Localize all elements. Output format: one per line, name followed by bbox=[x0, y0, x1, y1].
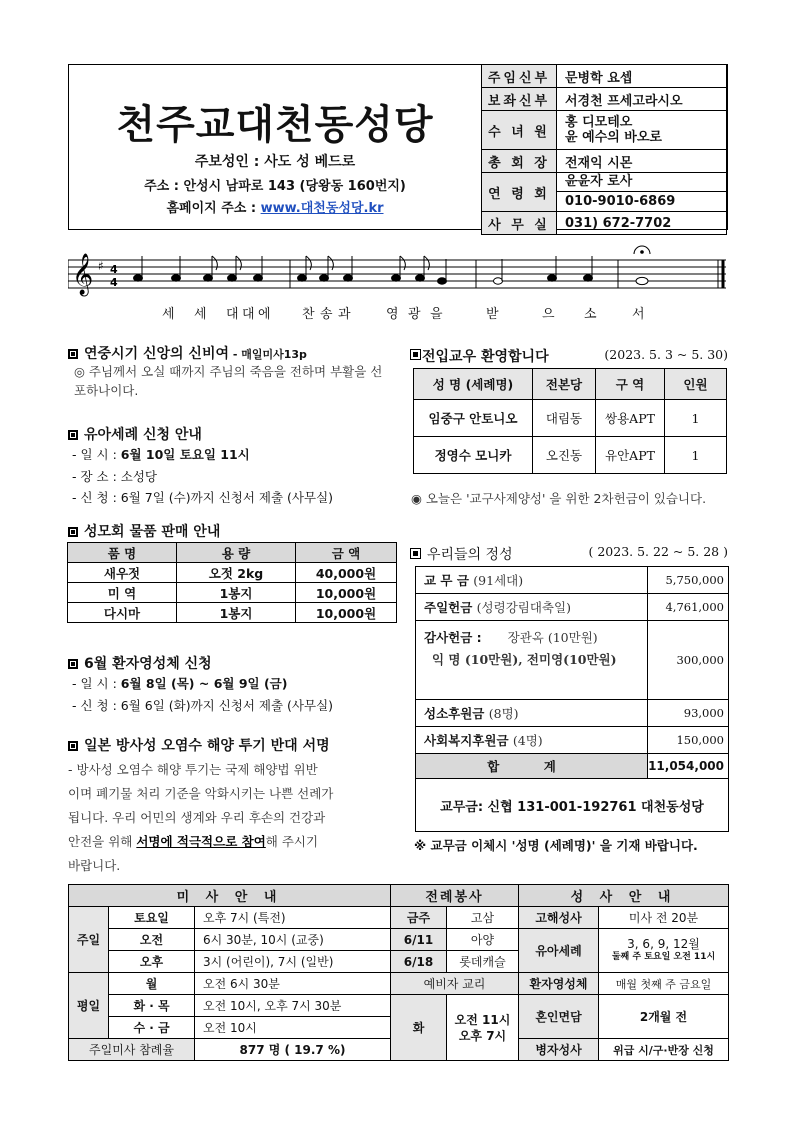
square-bullet-icon bbox=[410, 349, 421, 360]
funeral-phone: 010-9010-6869 bbox=[565, 194, 676, 209]
serve-title: 전례봉사 bbox=[391, 885, 519, 907]
second-collection-notice: ◉ 오늘은 '교구사제양성' 을 위한 2차헌금이 있습니다. bbox=[411, 491, 707, 506]
transfer-title: 전입교우 환영합니다 bbox=[422, 349, 549, 365]
petition-title: 일본 방사성 오염수 해양 투기 반대 서명 bbox=[84, 738, 330, 754]
table-row: 다시마 1봉지 10,000원 bbox=[68, 603, 397, 623]
sick-apply: - 신 청 : 6월 6일 (화)까지 신청서 제출 (사무실) bbox=[72, 698, 334, 713]
staff-name: 서경천 프세고라시오 bbox=[557, 88, 727, 111]
square-bullet-icon bbox=[68, 659, 78, 669]
svg-text:♯: ♯ bbox=[98, 259, 104, 273]
goods-title: 성모회 물품 판매 안내 bbox=[84, 524, 221, 540]
baptism-date bbox=[72, 445, 250, 463]
petition-heading bbox=[68, 735, 330, 755]
account-row: 교무금: 신협 131-001-192761 대천동성당 bbox=[416, 779, 729, 832]
catechumen-title: 예비자 교리 bbox=[391, 973, 519, 995]
lyric-syllable: 세 bbox=[162, 307, 175, 322]
goods-header: 품 명 bbox=[68, 543, 177, 563]
music-score bbox=[68, 240, 728, 320]
header-box bbox=[68, 64, 728, 233]
baptism-title: 유아세례 신청 안내 bbox=[84, 427, 202, 443]
sunday-label: 주일 bbox=[69, 907, 109, 973]
offering-heading bbox=[410, 544, 728, 564]
mystery-title: 연중시기 신앙의 신비여 bbox=[84, 346, 229, 362]
baptism-place: - 장 소 : 소성당 bbox=[72, 469, 157, 484]
sister-2: 윤 예수의 바오로 bbox=[565, 130, 662, 145]
lyric-syllable: 받 bbox=[486, 307, 499, 322]
mystery-heading bbox=[68, 343, 307, 363]
square-bullet-icon bbox=[68, 741, 78, 751]
transfer-heading bbox=[410, 346, 728, 366]
svg-text:4: 4 bbox=[110, 276, 118, 289]
notes bbox=[134, 246, 651, 285]
mystery-text: ◎ 주님께서 오실 때까지 주님의 죽음을 전하며 부활을 선포하나이다. bbox=[74, 364, 383, 398]
table-row: 새우젓 오젓 2kg 40,000원 bbox=[68, 563, 397, 583]
table-row: 성소후원금 (8명) 93,000 bbox=[416, 700, 729, 727]
offering-title: 우리들의 정성 bbox=[427, 547, 513, 563]
staff-name bbox=[557, 173, 727, 212]
lyric-syllable: 대 bbox=[226, 307, 239, 322]
treble-clef-icon: 𝄞 bbox=[72, 254, 94, 295]
sick-date-value: 6월 8일 (목) ~ 6월 9일 (금) bbox=[120, 676, 288, 691]
sick-heading bbox=[68, 653, 212, 673]
sacrament-title: 성 사 안 내 bbox=[519, 885, 729, 907]
baptism-heading bbox=[68, 424, 202, 444]
staff-role: 보좌신부 bbox=[482, 88, 557, 111]
lyric-syllable: 과 bbox=[338, 307, 351, 322]
staff-name: 031) 672-7702 bbox=[557, 212, 727, 235]
homepage-link[interactable]: www.대천동성당.kr bbox=[260, 201, 384, 216]
table-row: 임중구 안토니오 대림동 쌍용APT 1 bbox=[414, 400, 727, 437]
attendance-value: 877 명 ( 19.7 %) bbox=[195, 1039, 391, 1061]
parish-title: 천주교대천동성당 bbox=[116, 102, 434, 148]
schedule-table: 미 사 안 내 전례봉사 성 사 안 내 주일 토요일 오후 7시 (특전) 금주 고삼 고해성사 미사 전 20분 오전 6시 30분, 10시 (교중) 6/11 아양 유아세례 3, 6, 9, 12월 둘째 주 토요일 오전 11시 오후 3시 (어린이), 7시 (일반) 6/18 롯데캐슬 평일 월 오전 6시 30분 예비자 교리 환자영성체 매월 첫째 주 금요일 화 · 목 오전 10시, 오후 7시 30분 화 오전 11시 오후 7시 혼인면담 2개월 전 수 · 금 오전 10시 주일미사 참례율 877 명 ( 19.7 %) 병자성사 위급 시/구·반장 신청 bbox=[68, 884, 729, 1061]
staff-role: 총 회 장 bbox=[482, 150, 557, 173]
table-row: 정영수 모니카 오진동 유안APT 1 bbox=[414, 437, 727, 474]
transfer-note: ※ 교무금 이체시 '성명 (세례명)' 을 기재 바랍니다. bbox=[414, 838, 698, 853]
square-bullet-icon bbox=[68, 430, 78, 440]
lyric-syllable: 으 bbox=[542, 307, 555, 322]
petition-text: - 방사성 오염수 해양 투기는 국제 해양법 위반 이며 폐기물 처리 기준을 악화시키는 나쁜 선례가 됩니다. 우리 어민의 생계와 우리 후손의 건강과 안전을 위해 서명에 적극적으로 참여해 주시기 바랍니다. bbox=[68, 762, 334, 873]
lyric-syllable: 서 bbox=[632, 307, 645, 322]
sick-title: 6월 환자영성체 신청 bbox=[84, 656, 212, 672]
lyric-syllable: 에 bbox=[258, 307, 271, 322]
lyric-syllable: 을 bbox=[430, 307, 443, 322]
weekday-label: 평일 bbox=[69, 973, 109, 1039]
baptism-apply: - 신 청 : 6월 7일 (수)까지 신청서 제출 (사무실) bbox=[72, 490, 334, 505]
lyric-syllable: 영 bbox=[386, 307, 399, 322]
table-row: 사회복지후원금 (4명) 150,000 bbox=[416, 727, 729, 754]
lyric-syllable: 대 bbox=[242, 307, 255, 322]
table-row: 미 역 1봉지 10,000원 bbox=[68, 583, 397, 603]
offering-table bbox=[415, 566, 729, 832]
lyric-syllable: 광 bbox=[408, 307, 421, 322]
lyric-syllable: 소 bbox=[584, 307, 597, 322]
offering-period: ( 2023. 5. 22 ~ 5. 28 ) bbox=[588, 544, 728, 559]
table-row: 주일헌금 (성령강림대축일) 4,761,000 bbox=[416, 594, 729, 621]
staff-name bbox=[557, 111, 727, 150]
homepage bbox=[69, 197, 481, 216]
goods-header: 용 량 bbox=[177, 543, 296, 563]
lyric-syllable: 찬 bbox=[302, 307, 315, 322]
staff-name: 문병학 요셉 bbox=[557, 65, 727, 88]
total-row: 합 계 11,054,000 bbox=[416, 754, 729, 779]
sister-1: 홍 디모테오 bbox=[565, 115, 633, 130]
staff-notation bbox=[68, 240, 728, 300]
patron-saint: 주보성인 : 사도 성 베드로 bbox=[194, 154, 356, 170]
square-bullet-icon bbox=[68, 527, 78, 537]
staff-role: 사 무 실 bbox=[482, 212, 557, 235]
svg-text:4: 4 bbox=[110, 263, 118, 276]
parish-info bbox=[69, 65, 481, 229]
square-bullet-icon bbox=[68, 349, 78, 359]
goods-table bbox=[67, 542, 397, 623]
lyric-syllable: 세 bbox=[194, 307, 207, 322]
staff-role: 수 녀 원 bbox=[482, 111, 557, 150]
goods-heading bbox=[68, 521, 220, 541]
address: 주소 : 안성시 남파로 143 (당왕동 160번지) bbox=[144, 179, 406, 194]
transfer-period: (2023. 5. 3 ~ 5. 30) bbox=[604, 347, 728, 362]
mass-guide-title: 미 사 안 내 bbox=[69, 885, 391, 907]
staff-table bbox=[481, 65, 727, 235]
staff-role: 연 령 회 bbox=[482, 173, 557, 212]
lyric-syllable: 송 bbox=[320, 307, 333, 322]
homepage-label: 홈페이지 주소 : bbox=[166, 201, 261, 216]
date-value: 6월 10일 토요일 11시 bbox=[120, 447, 250, 462]
staff-name: 전재익 시몬 bbox=[557, 150, 727, 173]
staff-role: 주임신부 bbox=[482, 65, 557, 88]
goods-header: 금 액 bbox=[296, 543, 397, 563]
date-label: - 일 시 : bbox=[72, 447, 121, 462]
table-row: 교 무 금 (91세대) 5,750,000 bbox=[416, 567, 729, 594]
square-bullet-icon bbox=[410, 548, 421, 559]
funeral-head: 윤윤자 로사 bbox=[557, 173, 726, 192]
mystery-suffix: - 매일미사13p bbox=[229, 348, 307, 361]
transfer-table: 성 명 (세례명) 전본당 구 역 인원 임중구 안토니오 대림동 쌍용APT 1 정영수 모니카 오진동 유안APT 1 bbox=[413, 368, 727, 474]
attendance-label: 주일미사 참례율 bbox=[69, 1039, 195, 1061]
table-row: 감사헌금 : 장관옥 (10만원) 익 명 (10만원), 전미영(10만원) 300,000 bbox=[416, 621, 729, 700]
sick-date: - 일 시 : 6월 8일 (목) ~ 6월 9일 (금) bbox=[72, 676, 288, 691]
